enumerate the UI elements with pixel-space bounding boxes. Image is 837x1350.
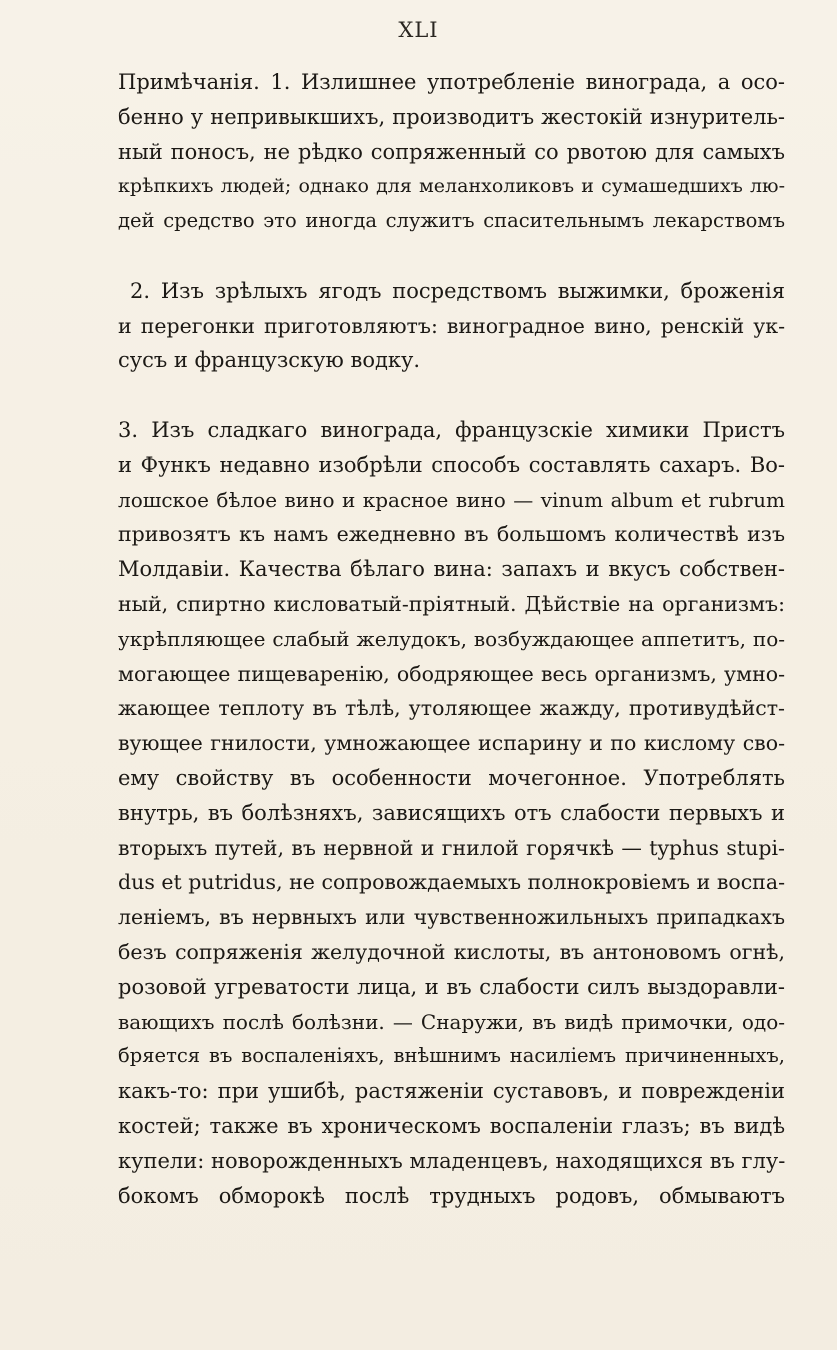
text-line: лошское бѣлое вино и красное вино — vinum album et rubrum (118, 487, 785, 512)
text-line: внутрь, въ болѣзняхъ, зависящихъ отъ слабости первыхъ и (118, 800, 785, 825)
text-line: жающее теплоту въ тѣлѣ, утоляющее жажду, противудѣйст- (118, 696, 785, 721)
text-line: леніемъ, въ нервныхъ или чувственножильныхъ припадкахъ (118, 905, 785, 930)
text-line: dus et putridus, не сопровождаемыхъ полнокровіемъ и воспа- (118, 870, 785, 895)
text-line: могающее пищеваренію, ободряющее весь организмъ, умно- (118, 661, 785, 686)
text-line: ный поносъ, не рѣдко сопряженный со рвотою для самыхъ (118, 139, 785, 164)
text-line: Примѣчанія. 1. Излишнее употребленіе винограда, а осо- (118, 70, 785, 94)
text-line: Молдавіи. Качества бѣлаго вина: запахъ и вкусъ собствен- (118, 557, 785, 582)
text-line: дей средство это иногда служитъ спасительнымъ лекарствомъ (118, 209, 785, 233)
text-line: какъ-то: при ушибѣ, растяженіи суставовъ, и поврежденіи (118, 1079, 785, 1104)
paragraph-gap (118, 239, 785, 274)
paragraph-3 (118, 413, 785, 1213)
text-line: 3. Изъ сладкаго винограда, французскіе химики Пристъ (118, 417, 785, 442)
text-line: купели: новорожденныхъ младенцевъ, находящихся въ глу- (118, 1148, 785, 1173)
text-line: ный, спиртно кисловатый-пріятный. Дѣйствіе на организмъ: (118, 591, 785, 616)
text-line: и Функъ недавно изобрѣли способъ составлять сахаръ. Во- (118, 452, 785, 477)
paragraph-2 (118, 274, 785, 378)
text-line: 2. Изъ зрѣлыхъ ягодъ посредствомъ выжимки, броженія (130, 278, 785, 303)
text-line: безъ сопряженія желудочной кислоты, въ антоновомъ огнѣ, (118, 939, 785, 964)
text-line: бенно у непривыкшихъ, производитъ жестокій изнуритель- (118, 104, 785, 129)
text-line: укрѣпляющее слабый желудокъ, возбуждающее аппетитъ, по- (118, 626, 785, 651)
paragraph-gap (118, 378, 785, 413)
text-line: вторыхъ путей, въ нервной и гнилой горячкѣ — typhus stupi- (118, 835, 785, 860)
paragraph-notes (118, 65, 785, 239)
text-line: привозятъ къ намъ ежедневно въ большомъ количествѣ изъ (118, 522, 785, 547)
text-line: ему свойству въ особенности мочегонное. Употреблять (118, 765, 785, 790)
text-line: крѣпкихъ людей; однако для меланхоликовъ и сумашедшихъ лю- (118, 175, 785, 198)
text-line: вающихъ послѣ болѣзни. — Снаружи, въ видѣ примочки, одо- (118, 1009, 785, 1034)
text-line: и перегонки приготовляютъ: виноградное вино, ренскій ук- (118, 313, 785, 338)
text-line: сусъ и французскую водку. (118, 348, 421, 373)
text-line: костей; также въ хроническомъ воспаленіи глазъ; въ видѣ (118, 1113, 785, 1138)
text-line: розовой угреватости лица, и въ слабости силъ выздоравли- (118, 974, 785, 999)
text-line: бокомъ обморокѣ послѣ трудныхъ родовъ, обмываютъ (118, 1183, 785, 1208)
text-line: вующее гнилости, умножающее испарину и по кислому сво- (118, 731, 785, 756)
page-body (118, 65, 785, 1213)
text-line: бряется въ воспаленіяхъ, внѣшнимъ насиліемъ причиненныхъ, (118, 1044, 785, 1068)
page-number: XLI (398, 18, 439, 42)
